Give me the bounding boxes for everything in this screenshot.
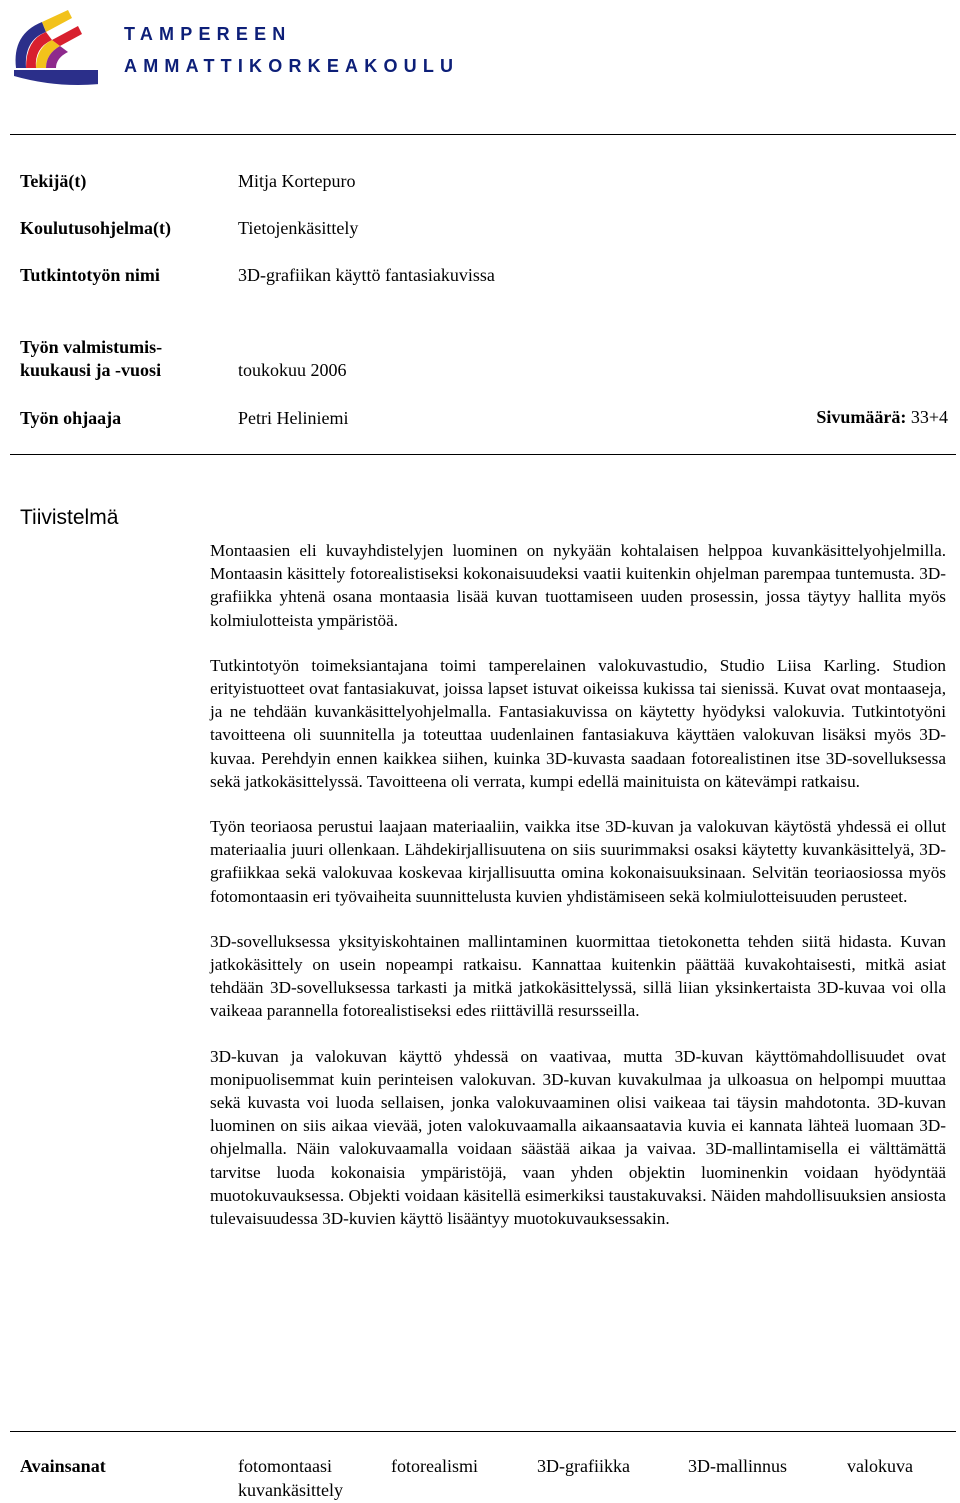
abstract-heading: Tiivistelmä <box>20 506 119 529</box>
programme-label: Koulutusohjelma(t) <box>20 218 172 238</box>
keyword: kuvankäsittely <box>238 1480 343 1500</box>
keyword: fotorealismi <box>391 1456 478 1476</box>
abstract-body <box>210 539 946 1252</box>
completion-date-label-line1: Työn valmistumis- <box>20 337 163 357</box>
abstract-paragraph: Työn teoriaosa perustui laajaan materiaaliin, vaikka itse 3D-kuvan ja valokuvan käytöstä yhdessä ei ollut materiaalia juuri ollenkaan. Lähdekirjallisuutena on siis suurimmaksi osaksi käytetty kuvankäsittelyä, 3D-grafiikkaa sekä valokuvaa koskevaa kirjallisuutta omina kokonaisuuksinaan. Selvitän teoriaosiossa myös fotomontaasin eri työvaiheita suunnittelusta kuvien yhdistämiseen sekä kolmiulotteisuuden perusteet. <box>210 817 946 906</box>
meta-divider <box>10 454 956 455</box>
keyword: valokuva <box>847 1456 913 1476</box>
abstract-paragraph: Montaasien eli kuvayhdistelyjen luominen on nykyään kohtalaisen helppoa kuvankäsittelyohjelmilla. Montaasin käsittely fotorealistiseksi kokonaisuudeksi vaatii kuitenkin ohjelman parempaa tuntemusta. 3D-grafiikka yhtenä osana montaasia lisää kuvan tuottamiseen uuden prosessin, jossa täytyy hallita myös kolmiulotteista ympäristöä. <box>210 541 946 630</box>
keywords-label: Avainsanat <box>20 1456 106 1476</box>
abstract-paragraph: Tutkintotyön toimeksiantajana toimi tamperelainen valokuvastudio, Studio Liisa Karling. Studion erityistuotteet ovat fantasiakuvat, joissa lapset istuvat oikeissa kukissa tai sienissä. Kuvat ovat montaaseja, ja ne tehdään kuvankäsittelyohjelmalla. Fantasiakuvissa on käytetty hyödyksi valokuvia. Tutkintotyöni tavoitteena oli suunnitella ja toteuttaa uudenlainen fantasiakuva käyttäen valokuvan lisäksi myös 3D-kuvaa. Perehdyin ennen kaikkea siihen, kuinka 3D-kuvasta saadaan fotorealistinen itse 3D-sovelluksessa sekä jatkokäsittelyssä. Tavoitteena oli verrata, kumpi edellä mainituista on kätevämpi ratkaisu. <box>210 655 946 791</box>
thesis-title-value: 3D-grafiikan käyttö fantasiakuvissa <box>238 265 495 285</box>
keyword: 3D-grafiikka <box>537 1456 630 1476</box>
school-name-line1: TAMPEREEN <box>124 24 292 44</box>
keyword: 3D-mallinnus <box>688 1456 787 1476</box>
completion-date-label-line2: kuukausi ja -vuosi <box>20 360 162 380</box>
programme-value: Tietojenkäsittely <box>238 218 359 238</box>
school-name-line2: AMMATTIKORKEAKOULU <box>124 56 460 76</box>
page-count-label: Sivumäärä: <box>816 407 907 427</box>
supervisor-value: Petri Heliniemi <box>238 408 349 428</box>
header-divider <box>10 134 956 135</box>
keyword: fotomontaasi <box>238 1456 332 1476</box>
abstract-paragraph: 3D-sovelluksessa yksityiskohtainen mallintaminen kuormittaa tietokonetta tehden siitä hidasta. Kuvan jatkokäsittely on usein nopeampi ratkaisu. Kannattaa kuitenkin päättää kuvakohtaisesti, mitkä asiat tehdään 3D-sovelluksessa tarkasti ja mitkä jatkokäsittelyssä, sillä liian yksinkertaista 3D-kuvaa voi olla vaikeaa parannella fotorealistiseksi edes riittävillä resursseilla. <box>210 931 946 1021</box>
completion-date-label <box>20 336 162 382</box>
supervisor-label: Työn ohjaaja <box>20 408 122 428</box>
page-count-value: 33+4 <box>910 407 948 427</box>
thesis-title-label: Tutkintotyön nimi <box>20 265 160 285</box>
author-label: Tekijä(t) <box>20 171 87 191</box>
page-count <box>816 407 948 428</box>
abstract-paragraph: 3D-kuvan ja valokuvan käyttö yhdessä on vaativaa, mutta 3D-kuvan käyttömahdollisuudet ovat monipuolisemmat kuin perinteisen valokuvan. 3D-kuvan kuvakulmaa ja ulkoasua on helpompi muuttaa sekä kuvasta voi luoda sellaisen, jonka valokuvaaminen olisi vaikeaa tai täysin mahdotonta. 3D-kuvan luominen on siis aikaa vievää, joten valokuvaamalla aikaansaatavia kuvia ei kannata lähteä luomaan 3D-ohjelmalla. Näin valokuvaamalla voidaan säästää aikaa ja vaivaa. 3D-mallintamisella ei välttämättä tarvitse luoda kokonaisia ympäristöjä, vaan yhden objektin luominenkin voidaan hyödyntää muotokuvauksessa. Objekti voidaan käsitellä esimerkiksi taustakuvaksi. Näiden mahdollisuuksien ansiosta tulevaisuudessa 3D-kuvien käyttö lisääntyy muotokuvauksessakin. <box>210 1046 946 1229</box>
keywords-divider <box>10 1431 956 1432</box>
school-logo <box>6 6 98 86</box>
author-value: Mitja Kortepuro <box>238 171 356 191</box>
completion-date-value: toukokuu 2006 <box>238 360 347 380</box>
